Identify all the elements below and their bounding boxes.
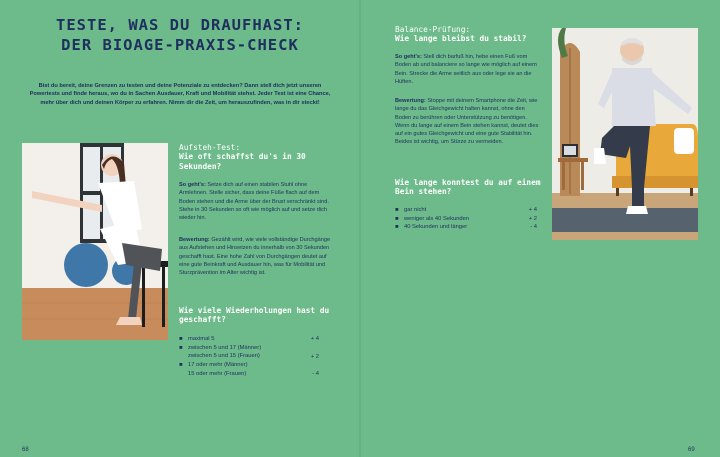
title-line-2: DER BIOAGE-PRAXIS-CHECK: [61, 36, 299, 54]
list-item: [395, 215, 537, 224]
score-text: 40 Sekunden und länger: [404, 224, 468, 231]
page-gutter: [359, 0, 361, 457]
bullet-icon: ■: [179, 336, 183, 342]
score-points: - 4: [530, 224, 537, 231]
score-text: gar nicht: [404, 207, 427, 213]
bullet-icon: ■: [179, 362, 183, 369]
list-item: [395, 223, 537, 232]
balance-instructions: [395, 53, 541, 86]
score-text: zwischen 5 und 17 (Männer): [188, 344, 262, 351]
score-points: + 4: [310, 336, 319, 342]
title-line-1: TESTE, WAS DU DRAUFHAST:: [56, 16, 304, 34]
score-points: + 2: [310, 353, 319, 360]
squat-evaluation: [179, 236, 336, 277]
score-text-2: 15 oder mehr (Frauen): [188, 370, 247, 377]
page-number-left: 68: [22, 447, 29, 453]
score-text: 17 oder mehr (Männer): [188, 362, 248, 369]
balance-evaluation: [395, 97, 541, 147]
squat-test-heading-line1: Aufsteh-Test:: [179, 143, 241, 152]
squat-evaluation-text: Gezählt wird, wie viele vollständige Durchgänge aus Aufstehen und Hinsetzen du innerhalb von 30 Sekunden geschafft hast. Eine hohe Zahl von Durchgängen deutet auf eine gute Beinkraft und Ausdauer hin, was für Mobilität und Sturzprävention im Alter wichtig ist.: [179, 237, 331, 277]
list-item: [179, 344, 319, 361]
squat-photo: [22, 143, 168, 340]
squat-score-list: [179, 335, 319, 378]
balance-evaluation-text: Stoppe mit deinem Smartphone die Zeit, wie lange du das Gleichgewicht halten kannst, ohne den Boden zu berühren oder Unterstützung zu benötigen. Wenn du lange auf einem Bein stehen kannst, deutet dies auf ein gutes Gleichgewicht und eine gute Stabilität hin. Beides ist wichtig, um Stürze zu vermeiden.: [395, 98, 539, 146]
squat-evaluation-label: Bewertung:: [179, 237, 210, 243]
bullet-icon: ■: [179, 344, 183, 351]
score-points: + 2: [528, 215, 537, 222]
squat-instructions-text: Setze dich auf einen stabilen Stuhl ohne Armlehnen. Stelle sicher, dass deine Füße flach auf dem Boden stehen und die Arme über der Brust verschränkt sind. Stehe in 30 Sekunden so oft wie möglich auf und setze dich wieder hin.: [179, 182, 329, 222]
score-text-2: zwischen 5 und 15 (Frauen): [188, 353, 260, 360]
bullet-icon: ■: [395, 224, 399, 231]
squat-test-heading: [179, 143, 339, 171]
balance-test-heading: [395, 25, 545, 44]
balance-score-list: [395, 206, 537, 232]
balance-test-heading-line2: Wie lange bleibst du stabil?: [395, 34, 527, 44]
balance-photo: [552, 28, 698, 240]
squat-instructions-label: So geht's:: [179, 182, 206, 188]
balance-photo-illustration: [552, 28, 698, 240]
squat-instructions: [179, 181, 336, 222]
intro-text: Bist du bereit, deine Grenzen zu testen und deine Potenziale zu entdecken? Dann stell dich jetzt unseren Powertests und finde heraus, wo du in Sachen Ausdauer, Kraft und Mobilität stehst. Jeder Test ist eine Chance, mehr über dich und deinen Körper zu erfahren. Nimm dir die Zeit, um herauszufinden, was in dir steckt!: [29, 83, 331, 106]
bullet-icon: ■: [395, 207, 399, 213]
list-item: [395, 206, 537, 215]
balance-test-heading-line1: Balance-Prüfung:: [395, 25, 471, 34]
balance-instructions-text: Stell dich barfuß hin, hebe einen Fuß vom Boden ab und balanciere so lange wie möglich auf einem Bein. Strecke die Arme seitlich aus oder lege sie an die Hüften.: [395, 54, 537, 85]
balance-instructions-label: So geht's:: [395, 54, 422, 60]
balance-score-heading: Wie lange konntest du auf einem Bein stehen?: [395, 178, 541, 197]
list-item: [179, 335, 319, 344]
page-number-right: 69: [688, 447, 695, 453]
score-points: + 4: [528, 207, 537, 213]
balance-evaluation-label: Bewertung:: [395, 98, 426, 104]
list-item: [179, 361, 319, 378]
score-text: weniger als 40 Sekunden: [404, 215, 470, 222]
squat-test-heading-line2: Wie oft schaffst du's in 30 Sekunden?: [179, 152, 306, 171]
squat-photo-illustration: [22, 143, 168, 340]
squat-score-heading: Wie viele Wiederholungen hast du geschafft?: [179, 306, 330, 325]
score-text: maximal 5: [188, 336, 215, 342]
bullet-icon: ■: [395, 215, 399, 222]
score-points: - 4: [312, 371, 319, 378]
